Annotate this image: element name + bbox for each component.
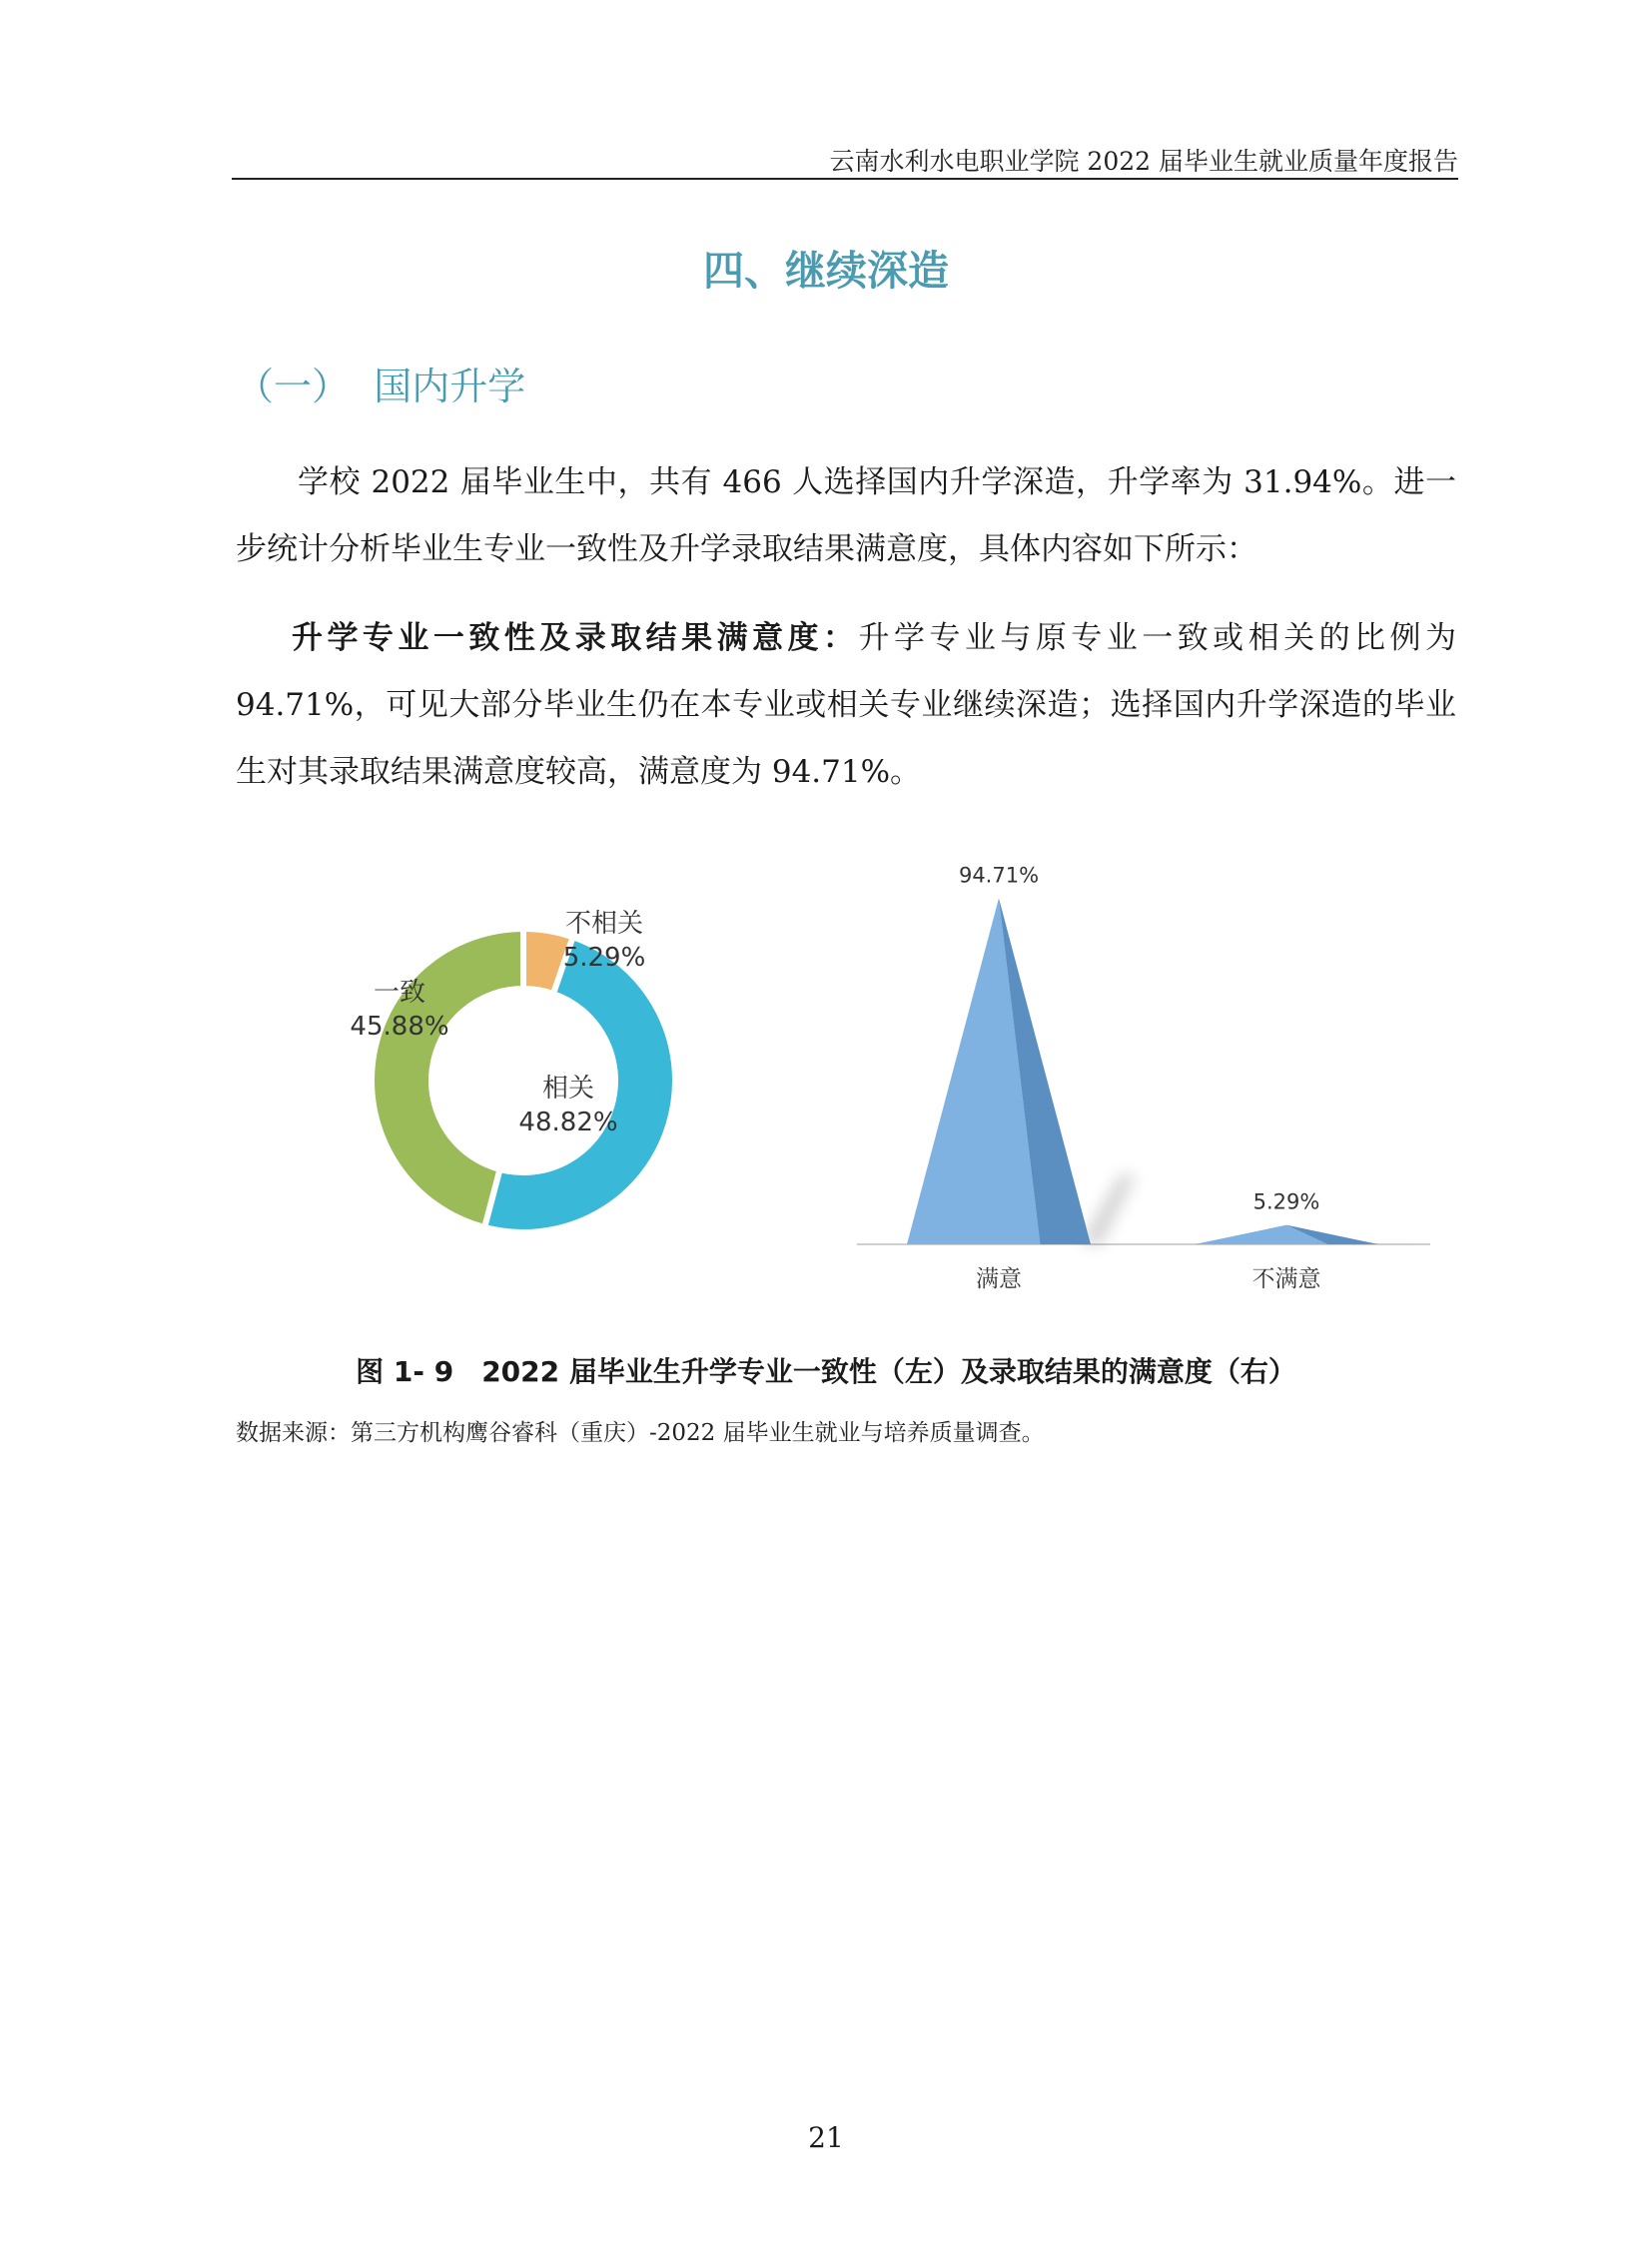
figure-caption: 图 1- 9 2022 届毕业生升学专业一致性（左）及录取结果的满意度（右）: [356, 1355, 1296, 1388]
bar-shadow-1: [1081, 1175, 1136, 1244]
x-tick-label-2: 不满意: [1251, 1266, 1321, 1292]
paragraph-lead: 升学专业一致性及录取结果满意度：: [292, 620, 859, 656]
donut-value-1: 5.29%: [562, 943, 646, 973]
donut-label-2: 相关: [541, 1074, 595, 1104]
section-number: （一）: [236, 365, 351, 408]
bar-value-label-2: 5.29%: [1252, 1189, 1320, 1214]
data-source: 数据来源：第三方机构鹰谷睿科（重庆）-2022 届毕业生就业与培养质量调查。: [236, 1420, 1045, 1446]
paragraph-intro: 学校 2022 届毕业生中，共有 466 人选择国内升学深造，升学率为 31.94%。进一步统计分析毕业生专业一致性及升学录取结果满意度，具体内容如下所示：: [236, 464, 1456, 567]
donut-value-2: 48.82%: [518, 1108, 618, 1137]
header-text: 云南水利水电职业学院 2022 届毕业生就业质量年度报告: [829, 147, 1458, 176]
donut-value-3: 45.88%: [350, 1012, 449, 1042]
chapter-title: 四、继续深造: [703, 247, 949, 295]
donut-chart: [350, 909, 675, 1232]
donut-label-1: 不相关: [564, 909, 644, 939]
paragraph-body: 升学专业与原专业一致或相关的比例为 94.71%，可见大部分毕业生仍在本专业或相关专业继续深造；选择国内升学深造的毕业生对其录取结果满意度较高，满意度为 94.71%。: [236, 620, 1456, 790]
bar-value-label-1: 94.71%: [958, 863, 1040, 888]
donut-label-3: 一致: [373, 978, 426, 1008]
section-title: 国内升学: [374, 365, 526, 408]
pyramid-chart: [857, 863, 1430, 1292]
x-tick-label-1: 满意: [976, 1266, 1022, 1292]
page-number: 21: [808, 2121, 844, 2154]
